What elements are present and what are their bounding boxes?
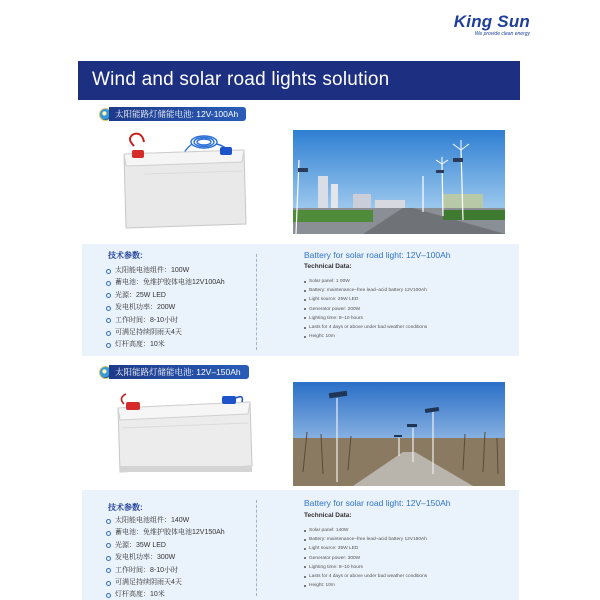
road-scene-illustration [293, 130, 505, 234]
bullet-icon [106, 293, 111, 298]
section-tab-label: 太阳能路灯储能电池: 12V-100Ah [109, 107, 246, 121]
cn-spec-text: 蓄电池：免维护胶体电池12V150Ah [115, 529, 225, 537]
cn-spec-text: 工作时间：8-10小时 [115, 566, 179, 574]
en-spec-item [304, 332, 427, 341]
en-spec-text: Light source: 25W LED [309, 297, 359, 303]
en-spec-item [304, 563, 427, 572]
cn-spec-heading: 技术参数: [108, 251, 143, 260]
bullet-icon [106, 331, 111, 336]
cn-spec-text: 光源：35W LED [115, 541, 166, 549]
en-spec-item [304, 305, 427, 314]
cn-spec-text: 发电机功率：300W [115, 554, 176, 562]
bullet-icon [106, 593, 111, 598]
bullet-icon [106, 269, 111, 274]
battery-illustration [104, 128, 264, 233]
cn-spec-text: 灯杆高度：10米 [115, 591, 165, 599]
bullet-icon [106, 568, 111, 573]
en-spec-item [304, 314, 427, 323]
en-spec-item [304, 323, 427, 332]
cn-spec-list [106, 265, 225, 352]
bullet-icon [106, 318, 111, 323]
cn-spec-item [106, 540, 225, 552]
bullet-icon [304, 585, 306, 587]
cn-spec-item [106, 302, 225, 314]
en-spec-text: Generator power: 300W [309, 555, 361, 561]
en-spec-item [304, 277, 427, 286]
bullet-icon [304, 317, 306, 319]
cn-spec-item [106, 577, 225, 589]
en-spec-item [304, 581, 427, 590]
section-tab-100ah [99, 106, 246, 122]
en-spec-heading: Battery for solar road light: 12V–150Ah [304, 498, 451, 508]
en-spec-list [304, 277, 427, 341]
en-spec-item [304, 544, 427, 553]
en-spec-text: Height: 10m [309, 334, 335, 340]
cn-spec-item [106, 265, 225, 277]
spec-panel-100ah [82, 244, 519, 356]
battery-image-150ah [104, 380, 264, 485]
road-photo-solar-park [293, 382, 505, 486]
en-spec-item [304, 295, 427, 304]
brand-tagline: We provide clean energy [474, 31, 530, 37]
cn-spec-item [106, 552, 225, 564]
bullet-icon [106, 343, 111, 348]
en-spec-text: Lasts for 4 days or above under bad weather conditions [309, 573, 428, 579]
bullet-icon [106, 581, 111, 586]
en-spec-item [304, 535, 427, 544]
bullet-icon [304, 576, 306, 578]
cn-spec-text: 光源：25W LED [115, 291, 166, 299]
cn-spec-item [106, 315, 225, 327]
cn-spec-heading: 技术参数: [108, 503, 143, 512]
bullet-icon [106, 519, 111, 524]
en-spec-text: Solar panel: 140W [309, 528, 349, 533]
bullet-icon [304, 327, 306, 329]
cn-spec-item [106, 589, 225, 600]
en-spec-text: Lasts for 4 days or above under bad weather conditions [309, 324, 428, 330]
cn-spec-text: 蓄电池：免维护胶体电池12V100Ah [115, 279, 225, 287]
en-spec-text: Light source: 35W LED [309, 546, 359, 552]
cn-spec-text: 可满足持续阴雨天4天 [115, 578, 182, 586]
cn-spec-item [106, 277, 225, 289]
park-scene-illustration [293, 382, 505, 486]
en-spec-item [304, 526, 427, 535]
bullet-icon [304, 548, 306, 550]
en-spec-text: Generator power: 200W [309, 306, 361, 312]
cn-spec-text: 发电机功率：200W [115, 304, 176, 312]
brand-name: King Sun [453, 12, 530, 31]
bullet-icon [304, 281, 306, 283]
en-spec-item [304, 286, 427, 295]
cn-spec-item [106, 339, 225, 351]
en-spec-text: Battery: maintenance–free lead–acid battery 12V100Ah [309, 288, 427, 294]
en-spec-heading: Battery for solar road light: 12V–100Ah [304, 250, 451, 260]
en-spec-text: Height: 10m [309, 583, 335, 589]
bullet-icon [106, 531, 111, 536]
cn-spec-item [106, 290, 225, 302]
en-spec-text: Lighting time: 8–10 hours [309, 315, 363, 321]
en-spec-subheading: Technical Data: [304, 263, 352, 270]
bullet-icon [304, 290, 306, 292]
bullet-icon [304, 539, 306, 541]
cn-spec-item [106, 565, 225, 577]
section-tab-label: 太阳能路灯储能电池: 12V–150Ah [109, 365, 249, 379]
bullet-icon [304, 336, 306, 338]
page-title: Wind and solar road lights solution [92, 69, 390, 90]
en-spec-text: Battery: maintenance–free lead–acid battery 12V150Ah [309, 537, 427, 543]
divider [256, 500, 257, 596]
cn-spec-text: 太阳能电池组件：140W [115, 517, 190, 524]
cn-spec-item [106, 527, 225, 539]
cn-spec-text: 太阳能电池组件：100W [115, 267, 190, 274]
cn-spec-text: 可满足持续阴雨天4天 [115, 328, 182, 336]
title-banner [78, 61, 520, 100]
en-spec-item [304, 554, 427, 563]
road-photo-wind-solar [293, 130, 505, 234]
bullet-icon [106, 281, 111, 286]
bullet-icon [304, 566, 306, 568]
en-spec-text: Lighting time: 8–10 hours [309, 564, 363, 570]
cn-spec-list [106, 515, 225, 600]
bullet-icon [304, 530, 306, 532]
section-tab-150ah [99, 364, 249, 380]
en-spec-subheading: Technical Data: [304, 512, 352, 519]
cn-spec-text: 工作时间：8-10小时 [115, 316, 179, 324]
bullet-icon [106, 543, 111, 548]
bullet-icon [304, 557, 306, 559]
en-spec-item [304, 572, 427, 581]
battery-image-100ah [104, 128, 264, 233]
cn-spec-item [106, 327, 225, 339]
brand-logo [420, 12, 530, 37]
en-spec-list [304, 526, 427, 590]
en-spec-text: Solar panel: 1 00W [309, 279, 350, 284]
bullet-icon [304, 299, 306, 301]
battery-illustration [104, 380, 264, 485]
bullet-icon [304, 308, 306, 310]
bullet-icon [106, 306, 111, 311]
cn-spec-item [106, 515, 225, 527]
spec-panel-150ah [82, 490, 519, 600]
cn-spec-text: 灯杆高度：10米 [115, 341, 165, 349]
bullet-icon [106, 556, 111, 561]
divider [256, 254, 257, 350]
